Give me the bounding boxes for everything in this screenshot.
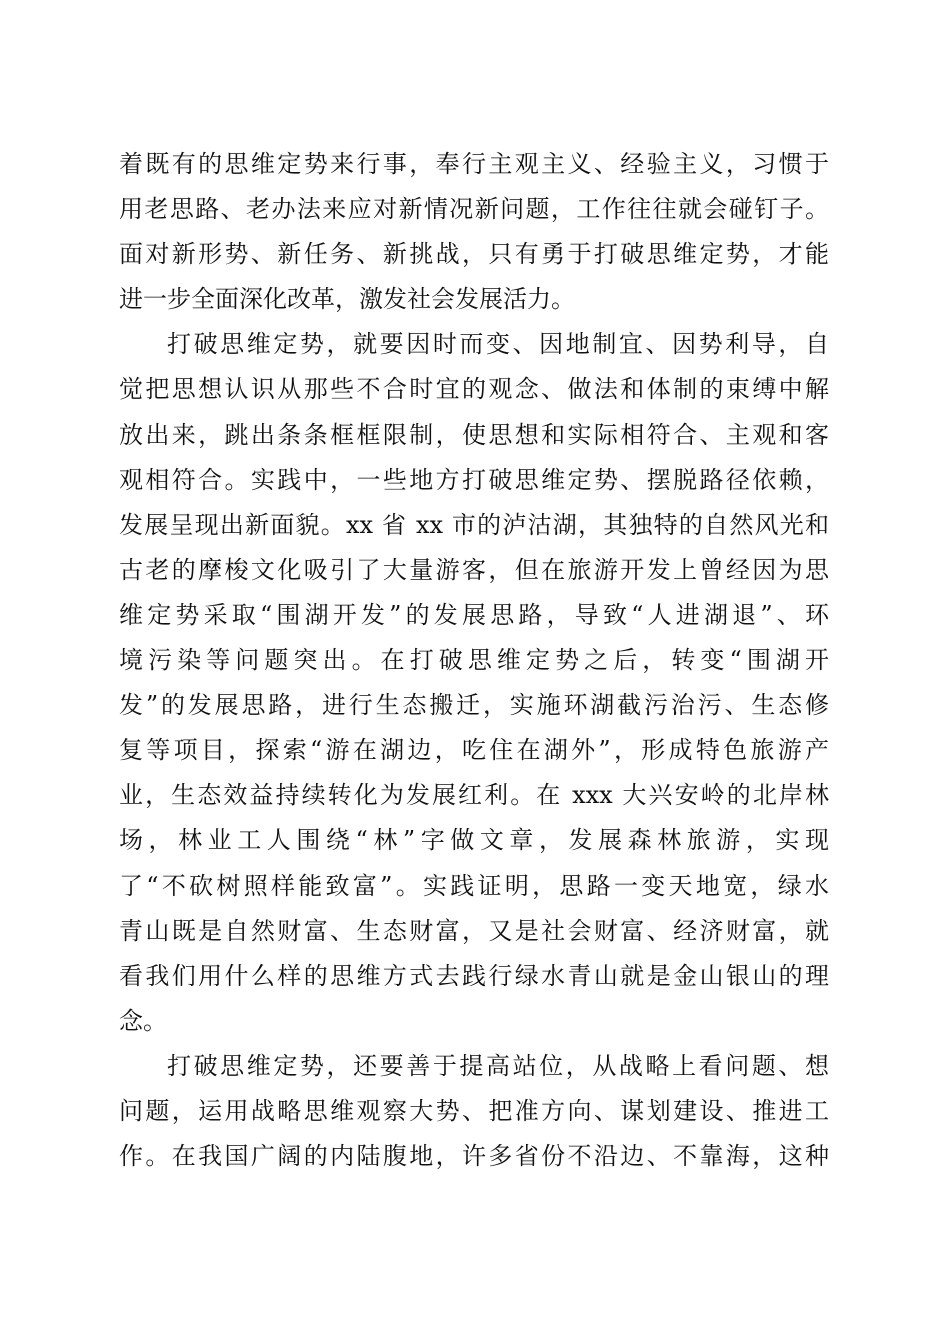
paragraph-2-line-3: 放出来，跳出条条框框限制，使思想和实际相符合、主观和客 bbox=[119, 420, 829, 449]
text-line-2: 用老思路、老办法来应对新情况新问题，工作往往就会碰钉子。 bbox=[119, 195, 829, 224]
text-line-1: 着既有的思维定势来行事，奉行主观主义、经验主义，习惯于 bbox=[119, 150, 829, 178]
paragraph-2-line-4: 观相符合。实践中，一些地方打破思维定势、摆脱路径依赖， bbox=[119, 465, 829, 494]
paragraph-2-line-15: 看我们用什么样的思维方式去践行绿水青山就是金山银山的理 bbox=[119, 961, 829, 990]
paragraph-2-line-2: 觉把思想认识从那些不合时宜的观念、做法和体制的束缚中解 bbox=[119, 375, 829, 404]
paragraph-2-line-14: 青山既是自然财富、生态财富，又是社会财富、经济财富，就 bbox=[119, 916, 829, 945]
paragraph-2-line-6: 古老的摩梭文化吸引了大量游客，但在旅游开发上曾经因为思 bbox=[119, 555, 829, 584]
text-line-4: 进一步全面深化改革，激发社会发展活力。 bbox=[119, 285, 575, 314]
paragraph-2-line-8: 境污染等问题突出。在打破思维定势之后，转变“围湖开 bbox=[119, 646, 829, 675]
paragraph-2-line-12: 场，林业工人围绕“林”字做文章，发展森林旅游，实现 bbox=[119, 826, 829, 855]
paragraph-2-line-5: 发展呈现出新面貌。xx 省 xx 市的泸沽湖，其独特的自然风光和 bbox=[119, 510, 829, 539]
text-line-3: 面对新形势、新任务、新挑战，只有勇于打破思维定势，才能 bbox=[119, 240, 829, 269]
paragraph-3-line-2: 问题，运用战略思维观察大势、把准方向、谋划建设、推进工 bbox=[119, 1096, 829, 1125]
paragraph-2-line-10: 复等项目，探索“游在湖边，吃住在湖外”，形成特色旅游产 bbox=[119, 736, 829, 765]
paragraph-2-line-16: 念。 bbox=[119, 1006, 167, 1035]
paragraph-2-line-7: 维定势采取“围湖开发”的发展思路，导致“人进湖退”、环 bbox=[119, 600, 829, 629]
paragraph-2-line-9: 发”的发展思路，进行生态搬迁，实施环湖截污治污、生态修 bbox=[119, 691, 829, 720]
paragraph-2-line-13: 了“不砍树照样能致富”。实践证明，思路一变天地宽，绿水 bbox=[119, 871, 829, 900]
paragraph-3-line-1: 打破思维定势，还要善于提高站位，从战略上看问题、想 bbox=[167, 1051, 829, 1080]
paragraph-3-line-3: 作。在我国广阔的内陆腹地，许多省份不沿边、不靠海，这种 bbox=[119, 1142, 829, 1171]
paragraph-2-line-11: 业，生态效益持续转化为发展红利。在 xxx 大兴安岭的北岸林 bbox=[119, 781, 829, 810]
body-text bbox=[119, 142, 829, 1179]
paragraph-2-line-1: 打破思维定势，就要因时而变、因地制宜、因势利导，自 bbox=[167, 330, 829, 359]
